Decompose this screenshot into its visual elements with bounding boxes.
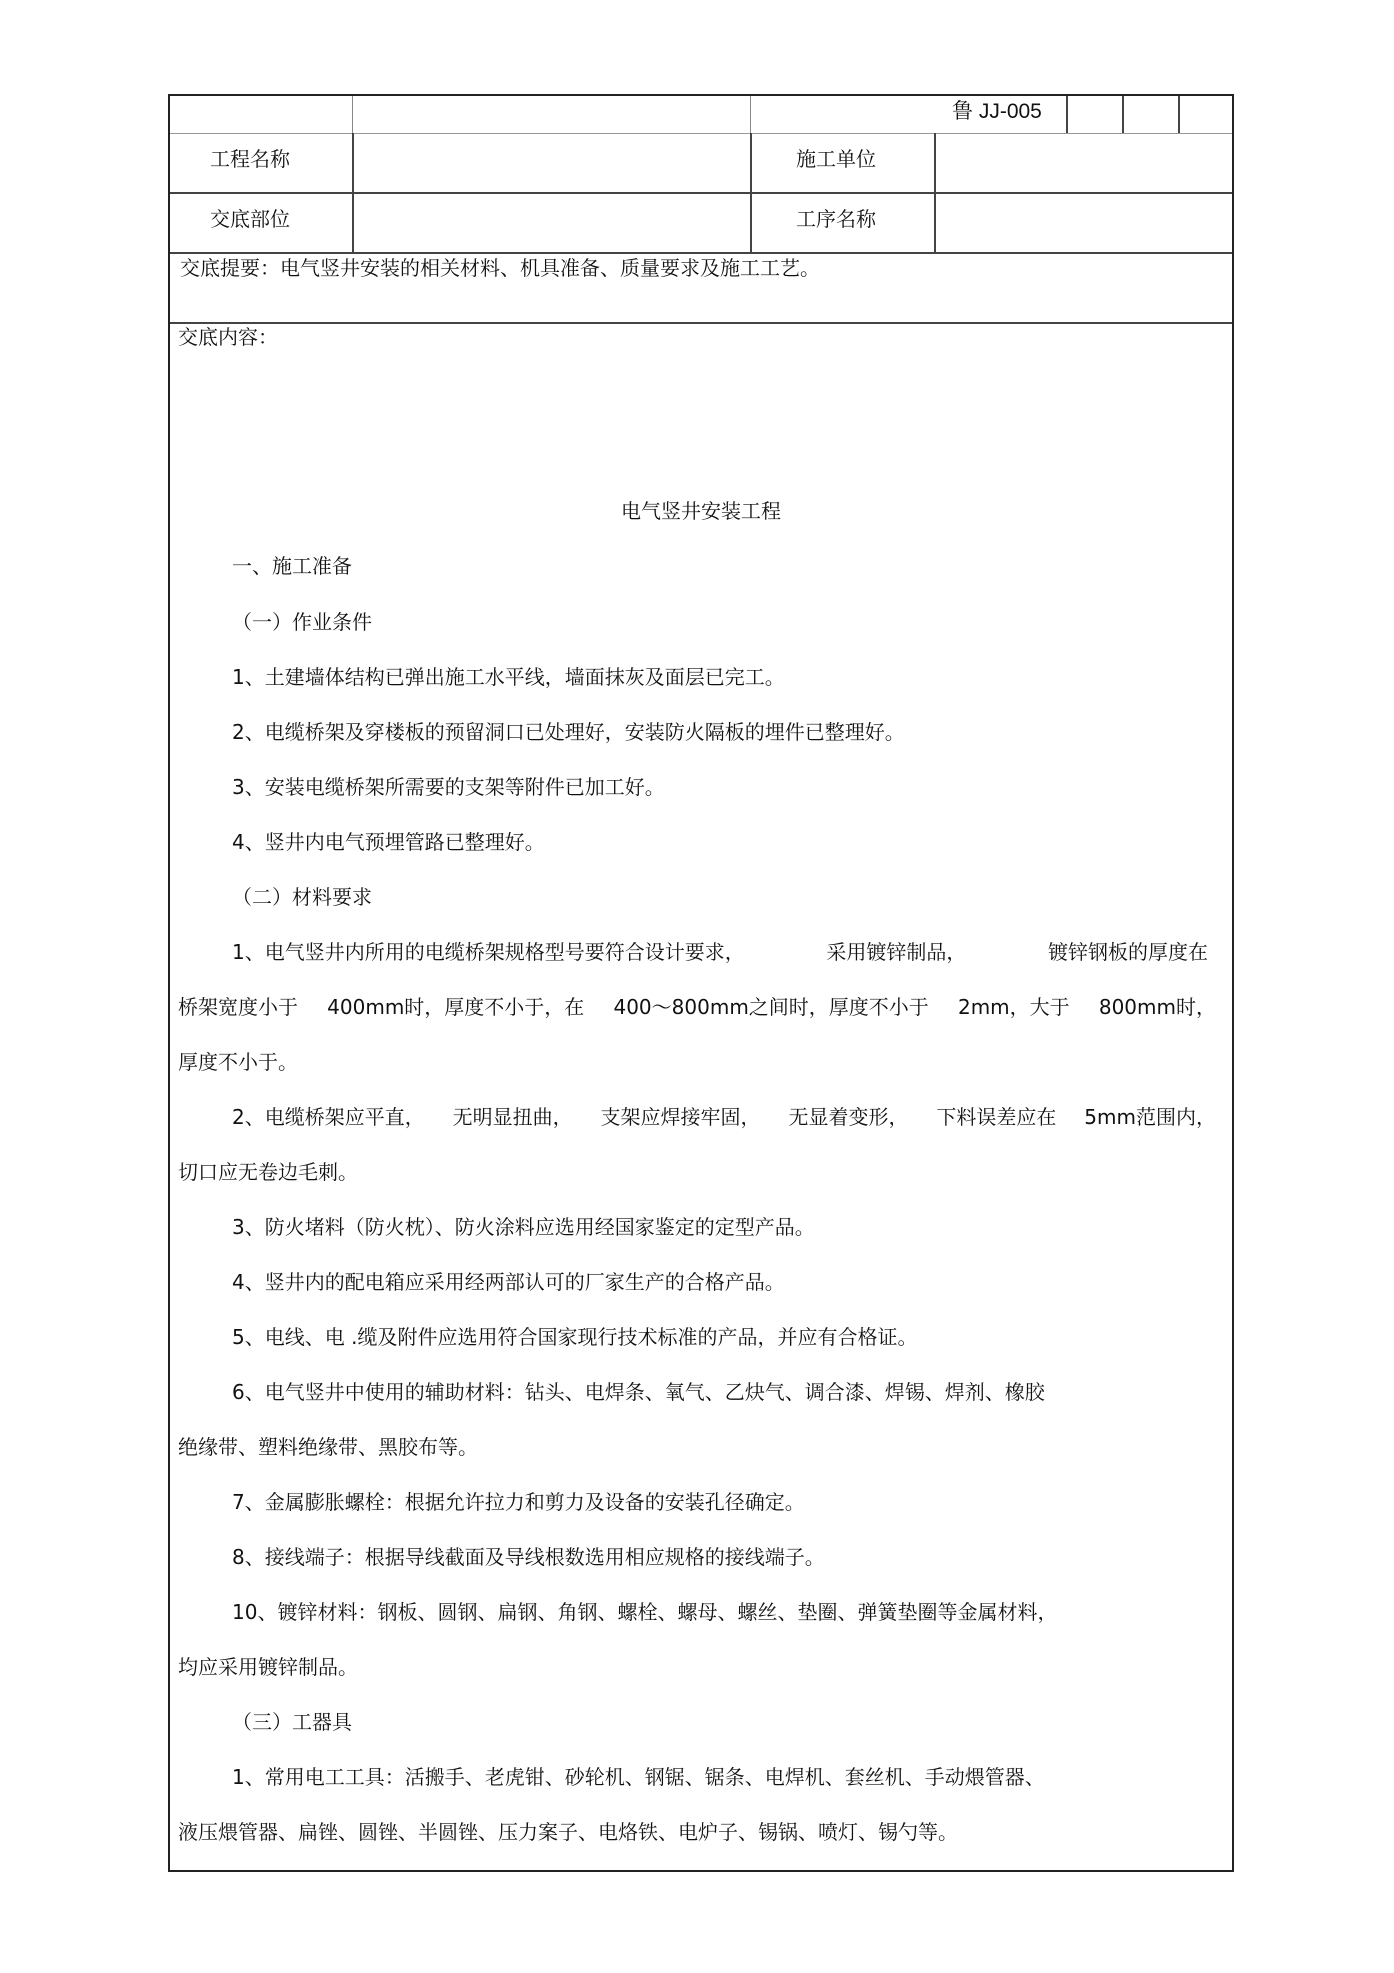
paragraph: 4、竖井内的配电箱应采用经两部认可的厂家生产的合格产品。 <box>232 1270 785 1294</box>
paragraph: 切口应无卷边毛刺。 <box>178 1160 358 1184</box>
paragraph <box>178 994 1216 1020</box>
section-heading: 一、施工准备 <box>232 554 352 578</box>
content-label: 交底内容： <box>178 325 278 349</box>
text-segment: 镀锌钢板的厚度在 <box>1047 940 1208 964</box>
col-divider <box>352 133 354 252</box>
project-name-label: 工程名称 <box>210 147 290 171</box>
paragraph: 2、电缆桥架及穿楼板的预留洞口已处理好，安装防火隔板的埋件已整理好。 <box>232 720 905 744</box>
text-segment: 下料误差应在 <box>936 1105 1057 1129</box>
col-divider <box>1178 96 1180 133</box>
paragraph: 3、防火堵料（防火枕）、防火涂料应选用经国家鉴定的定型产品。 <box>232 1215 815 1239</box>
col-divider <box>1122 96 1124 133</box>
construction-unit-label: 施工单位 <box>796 147 876 171</box>
col-divider <box>934 133 936 252</box>
form-code: 鲁 JJ-005 <box>952 100 1042 123</box>
text-segment: 采用镀锌制品， <box>826 940 967 964</box>
subsection-heading: （一）作业条件 <box>232 610 372 634</box>
paragraph: 均应采用镀锌制品。 <box>178 1655 358 1679</box>
text-segment: 5mm范围内， <box>1084 1105 1216 1129</box>
doc-title: 电气竖井安装工程 <box>621 499 781 523</box>
handover-part-label: 交底部位 <box>210 207 290 231</box>
paragraph: 4、竖井内电气预埋管路已整理好。 <box>232 830 545 854</box>
subsection-heading: （二）材料要求 <box>232 885 372 909</box>
paragraph <box>178 939 1208 965</box>
subsection-heading: （三）工器具 <box>232 1710 352 1734</box>
text-segment: 2、电缆桥架应平直， <box>232 1105 425 1129</box>
row-divider <box>170 252 1232 254</box>
col-divider <box>1066 96 1068 133</box>
handover-form <box>168 94 1234 1872</box>
paragraph: 厚度不小于。 <box>178 1050 298 1074</box>
col-divider <box>750 96 751 133</box>
text-segment: 支架应焊接牢固， <box>600 1105 761 1129</box>
process-name-label: 工序名称 <box>796 207 876 231</box>
paragraph: 8、接线端子：根据导线截面及导线根数选用相应规格的接线端子。 <box>232 1545 825 1569</box>
text-segment: 无显着变形， <box>788 1105 909 1129</box>
paragraph: 10、镀锌材料：钢板、圆钢、扁钢、角钢、螺栓、螺母、螺丝、垫圈、弹簧垫圈等金属材料， <box>232 1600 1058 1624</box>
row-divider <box>170 133 1232 134</box>
paragraph: 5、电线、电 .缆及附件应选用符合国家现行技术标准的产品，并应有合格证。 <box>232 1325 918 1349</box>
paragraph: 1、常用电工工具：活搬手、老虎钳、砂轮机、钢锯、锯条、电焊机、套丝机、手动煨管器、 <box>232 1765 1045 1789</box>
paragraph <box>178 1104 1216 1130</box>
text-segment: 1、电气竖井内所用的电缆桥架规格型号要符合设计要求， <box>232 940 745 964</box>
paragraph: 7、金属膨胀螺栓：根据允许拉力和剪力及设备的安装孔径确定。 <box>232 1490 805 1514</box>
paragraph: 6、电气竖井中使用的辅助材料：钻头、电焊条、氧气、乙炔气、调合漆、焊锡、焊剂、橡胶 <box>232 1380 1045 1404</box>
text-segment: 2mm，大于 <box>957 995 1070 1019</box>
text-segment: 桥架宽度小于 <box>178 995 298 1019</box>
text-segment: 无明显扭曲， <box>452 1105 573 1129</box>
text-segment: 400～800mm之间时，厚度不小于 <box>613 995 929 1019</box>
text-segment: 800mm时， <box>1098 995 1216 1019</box>
paragraph: 3、安装电缆桥架所需要的支架等附件已加工好。 <box>232 775 665 799</box>
handover-summary: 交底提要：电气竖井安装的相关材料、机具准备、质量要求及施工工艺。 <box>180 256 820 280</box>
col-divider <box>750 133 752 252</box>
paragraph: 1、土建墙体结构已弹出施工水平线，墙面抹灰及面层已完工。 <box>232 665 785 689</box>
row-divider <box>170 192 1232 194</box>
paragraph: 绝缘带、塑料绝缘带、黑胶布等。 <box>178 1435 478 1459</box>
text-segment: 400mm时，厚度不小于，在 <box>327 995 585 1019</box>
paragraph: 液压煨管器、扁锉、圆锉、半圆锉、压力案子、电烙铁、电炉子、锡锅、喷灯、锡勺等。 <box>178 1820 958 1844</box>
col-divider <box>352 96 353 133</box>
